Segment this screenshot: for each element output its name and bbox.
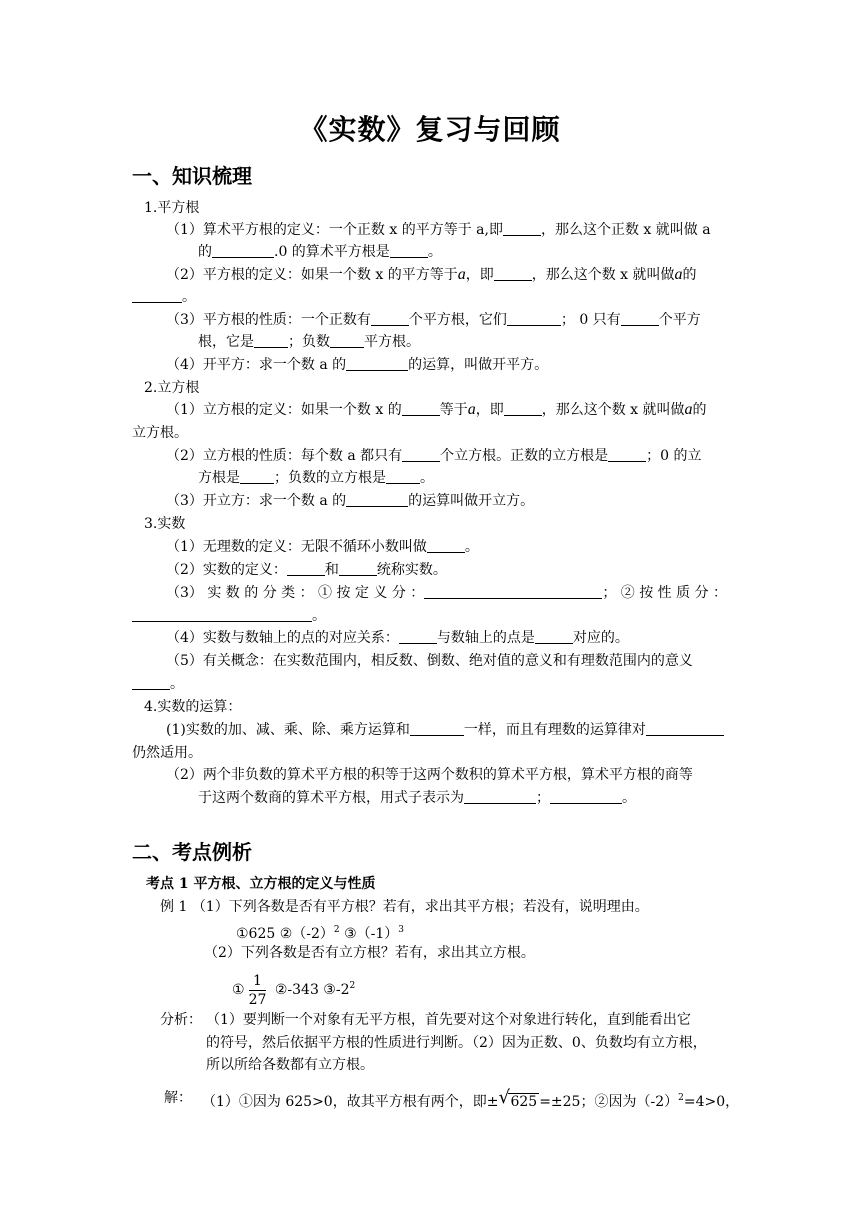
text-line: （2）两个非负数的算术平方根的积等于这两个数积的算术平方根，算术平方根的商等 bbox=[166, 767, 693, 783]
text-line: （2）立方根的性质：每个数 a 都只有 个立方根。正数的立方根是 ；0 的立 bbox=[166, 448, 702, 464]
text-line: （3） 实 数 的 分 类 ： ① 按 定 义 分 ： ； ② 按 性 质 分 ： bbox=[166, 585, 728, 601]
subsection-title: 2.立方根 bbox=[144, 380, 200, 396]
subsection-title: 4.实数的运算： bbox=[144, 699, 242, 715]
text-line: 的 .0 的算术平方根是 。 bbox=[198, 244, 442, 260]
text-line: (1)实数的加、减、乘、除、乘方运算和 一样，而且有理数的运算律对 bbox=[166, 720, 724, 740]
text-line: 根，它是 ；负数 平方根。 bbox=[198, 334, 420, 350]
text-line: （4）开平方：求一个数 a 的 的运算，叫做开平方。 bbox=[166, 357, 549, 373]
analysis-label: 分析： bbox=[160, 1012, 202, 1028]
section-heading-1: 一、知识梳理 bbox=[132, 164, 252, 188]
example-items: ①625 $②(-2)^2$ $③(-1)^3$ bbox=[236, 925, 405, 942]
analysis-line: 所以所给各数都有立方根。 bbox=[206, 1057, 374, 1073]
text-line: 立方根。 bbox=[132, 425, 188, 441]
text-line: （1）无理数的定义：无限不循环小数叫做 。 bbox=[166, 539, 479, 555]
solution-line: （1）①因为 625>0，故其平方根有两个，即± √ 625 =±25；②因为$(-2)^2=4>0$， bbox=[202, 1087, 740, 1110]
example-label: 例 1 bbox=[160, 899, 188, 915]
analysis-line: （1）要判断一个对象有无平方根，首先要对这个对象进行转化，直到能看出它 bbox=[206, 1012, 691, 1028]
example-line: 例 1 （1）下列各数是否有平方根？若有，求出其平方根；若没有，说明理由。 bbox=[160, 899, 649, 915]
text-line: （2）平方根的定义：如果一个数 x 的平方等于a，即 ，那么这个数 x 就叫做a的 bbox=[166, 266, 697, 283]
example-items: ① $\frac{1}{27}$ ②-343 $③-2^2$ bbox=[232, 972, 356, 1008]
text-line: 。 bbox=[132, 606, 326, 626]
text-line: （2）实数的定义： 和 统称实数。 bbox=[166, 562, 447, 578]
section-heading-2: 二、考点例析 bbox=[132, 840, 252, 864]
topic-heading: 考点 1 平方根、立方根的定义与性质 bbox=[146, 876, 376, 892]
text-line: 仍然适用。 bbox=[132, 745, 202, 761]
page-title: 《实数》复习与回顾 bbox=[299, 113, 561, 146]
text-line: （1）算术平方根的定义：一个正数 x 的平方等于 a,即 ，那么这个正数 x 就叫做 a bbox=[166, 222, 711, 238]
text-line: 。 bbox=[132, 287, 196, 307]
analysis-line: 的符号，然后依据平方根的性质进行判断。（2）因为正数、0、负数均有立方根， bbox=[206, 1035, 707, 1051]
subsection-title: 3.实数 bbox=[144, 516, 186, 532]
text-line: （5）有关概念：在实数范围内，相反数、倒数、绝对值的意义和有理数范围内的意义 bbox=[166, 653, 693, 669]
text-line: 于这两个数商的算术平方根，用式子表示为 ； 。 bbox=[198, 790, 636, 806]
text-line: （3）平方根的性质：一个正数有 个平方根，它们 ； 0 只有 个平方 bbox=[166, 312, 701, 328]
text-line: （4）实数与数轴上的点的对应关系： 与数轴上的点是 对应的。 bbox=[166, 630, 629, 646]
fraction: $\frac{1}{27}$ bbox=[248, 972, 267, 1008]
sqrt-expression: √ 625 bbox=[498, 1087, 538, 1110]
text-line: 。 bbox=[132, 674, 184, 694]
solution-label: 解： bbox=[164, 1090, 192, 1106]
text-line: （3）开立方：求一个数 a 的 的运算叫做开立方。 bbox=[166, 493, 535, 509]
subsection-title: 1.平方根 bbox=[144, 200, 200, 216]
text-line: 方根是 ；负数的立方根是 。 bbox=[198, 470, 434, 486]
example-line: （2）下列各数是否有立方根？若有，求出其立方根。 bbox=[204, 945, 535, 961]
text-line: （1）立方根的定义：如果一个数 x 的 等于a，即 ，那么这个数 x 就叫做a的 bbox=[166, 401, 707, 418]
